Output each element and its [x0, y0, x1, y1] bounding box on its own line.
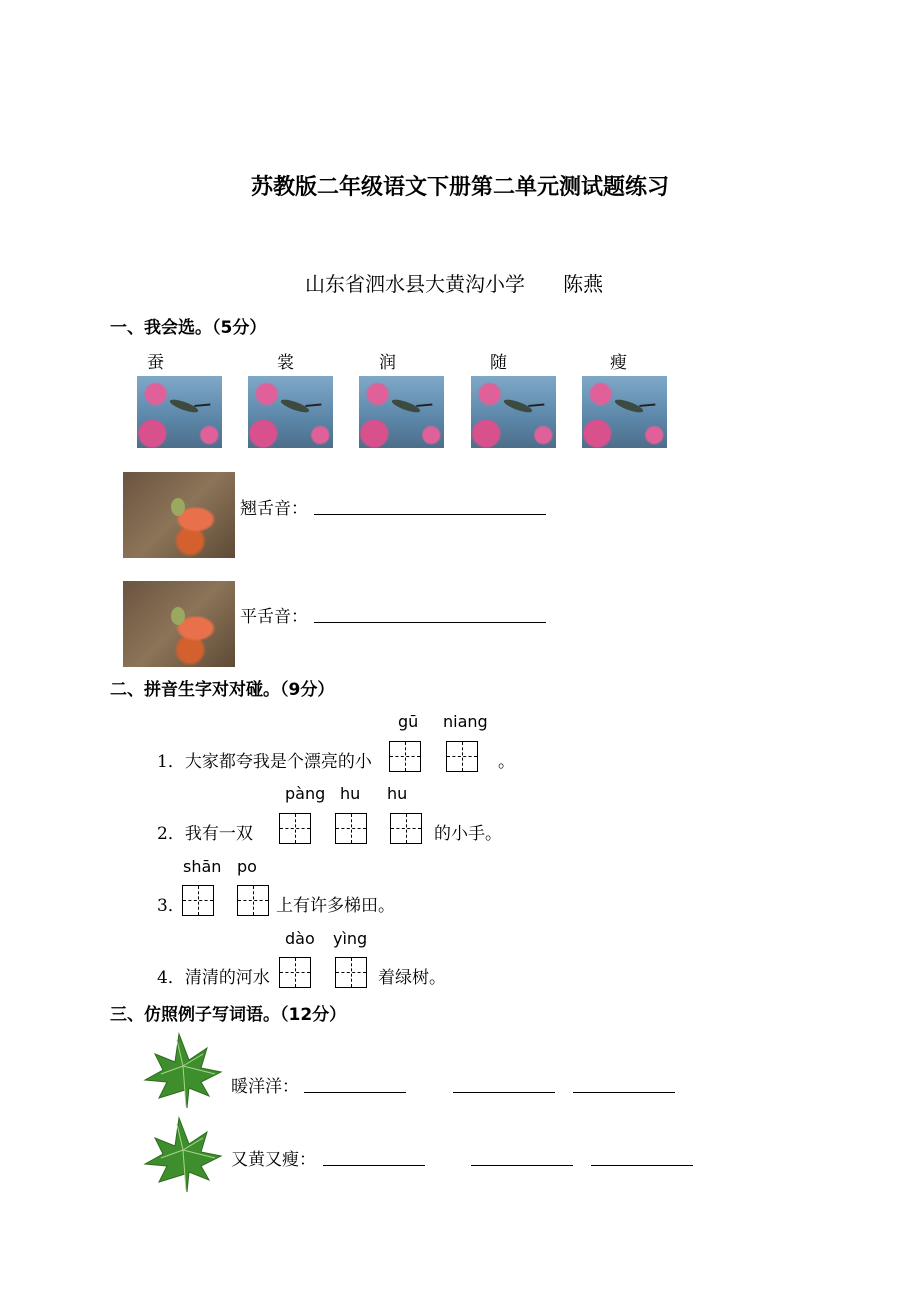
- question-4-end: 着绿树。: [378, 968, 446, 988]
- flat-answer-line[interactable]: [314, 604, 546, 623]
- writing-grid[interactable]: [237, 885, 269, 916]
- char-option: 瘦: [610, 353, 627, 373]
- pinyin: po: [237, 857, 257, 876]
- question-2-end: 的小手。: [434, 824, 502, 844]
- section-1-heading: 一、我会选。（5分）: [110, 318, 267, 338]
- answer-line[interactable]: [471, 1147, 573, 1166]
- answer-line[interactable]: [573, 1074, 675, 1093]
- pinyin: niang: [443, 712, 488, 731]
- example-2-label: 又黄又瘦：: [231, 1150, 316, 1170]
- maple-leaf-icon: [137, 1114, 223, 1194]
- char-option: 随: [490, 353, 507, 373]
- answer-line[interactable]: [323, 1147, 425, 1166]
- writing-grid[interactable]: [279, 813, 311, 844]
- writing-grid[interactable]: [390, 813, 422, 844]
- question-2: 2．我有一双: [157, 824, 253, 844]
- writing-grid[interactable]: [182, 885, 214, 916]
- retroflex-answer-line[interactable]: [314, 496, 546, 515]
- pinyin: yìng: [333, 929, 368, 948]
- pinyin: dào: [285, 929, 315, 948]
- writing-grid[interactable]: [279, 957, 311, 988]
- char-option: 裳: [277, 353, 294, 373]
- hummingbird-image[interactable]: [359, 376, 444, 448]
- hummingbird-image[interactable]: [582, 376, 667, 448]
- pinyin: shān: [183, 857, 222, 876]
- hummingbird-image[interactable]: [248, 376, 333, 448]
- answer-line[interactable]: [304, 1074, 406, 1093]
- question-3-end: 上有许多梯田。: [276, 896, 395, 916]
- page-title: 苏教版二年级语文下册第二单元测试题练习: [250, 175, 669, 200]
- answer-line[interactable]: [591, 1147, 693, 1166]
- question-1-end: 。: [498, 752, 515, 772]
- hummingbird-image[interactable]: [137, 376, 222, 448]
- section-2-heading: 二、拼音生字对对碰。（9分）: [110, 680, 335, 700]
- bird-flower-image: [123, 581, 235, 667]
- pinyin: hu: [340, 784, 361, 803]
- char-option: 润: [379, 353, 396, 373]
- example-1-label: 暖洋洋：: [231, 1077, 299, 1097]
- question-3: 3．: [157, 896, 185, 916]
- writing-grid[interactable]: [446, 741, 478, 772]
- hummingbird-image[interactable]: [471, 376, 556, 448]
- char-option: 蚕: [147, 353, 164, 373]
- answer-line[interactable]: [453, 1074, 555, 1093]
- author-line: 山东省泗水县大黄沟小学 陈燕: [305, 272, 604, 296]
- flat-label: 平舌音：: [240, 607, 308, 627]
- pinyin: gū: [398, 712, 419, 731]
- retroflex-label: 翘舌音：: [240, 499, 308, 519]
- maple-leaf-icon: [137, 1030, 223, 1110]
- writing-grid[interactable]: [335, 957, 367, 988]
- section-3-heading: 三、仿照例子写词语。（12分）: [110, 1005, 347, 1025]
- question-1: 1．大家都夸我是个漂亮的小: [157, 752, 372, 772]
- pinyin: hu: [387, 784, 408, 803]
- question-4: 4．清清的河水: [157, 968, 270, 988]
- bird-flower-image: [123, 472, 235, 558]
- pinyin: pàng: [285, 784, 326, 803]
- writing-grid[interactable]: [389, 741, 421, 772]
- writing-grid[interactable]: [335, 813, 367, 844]
